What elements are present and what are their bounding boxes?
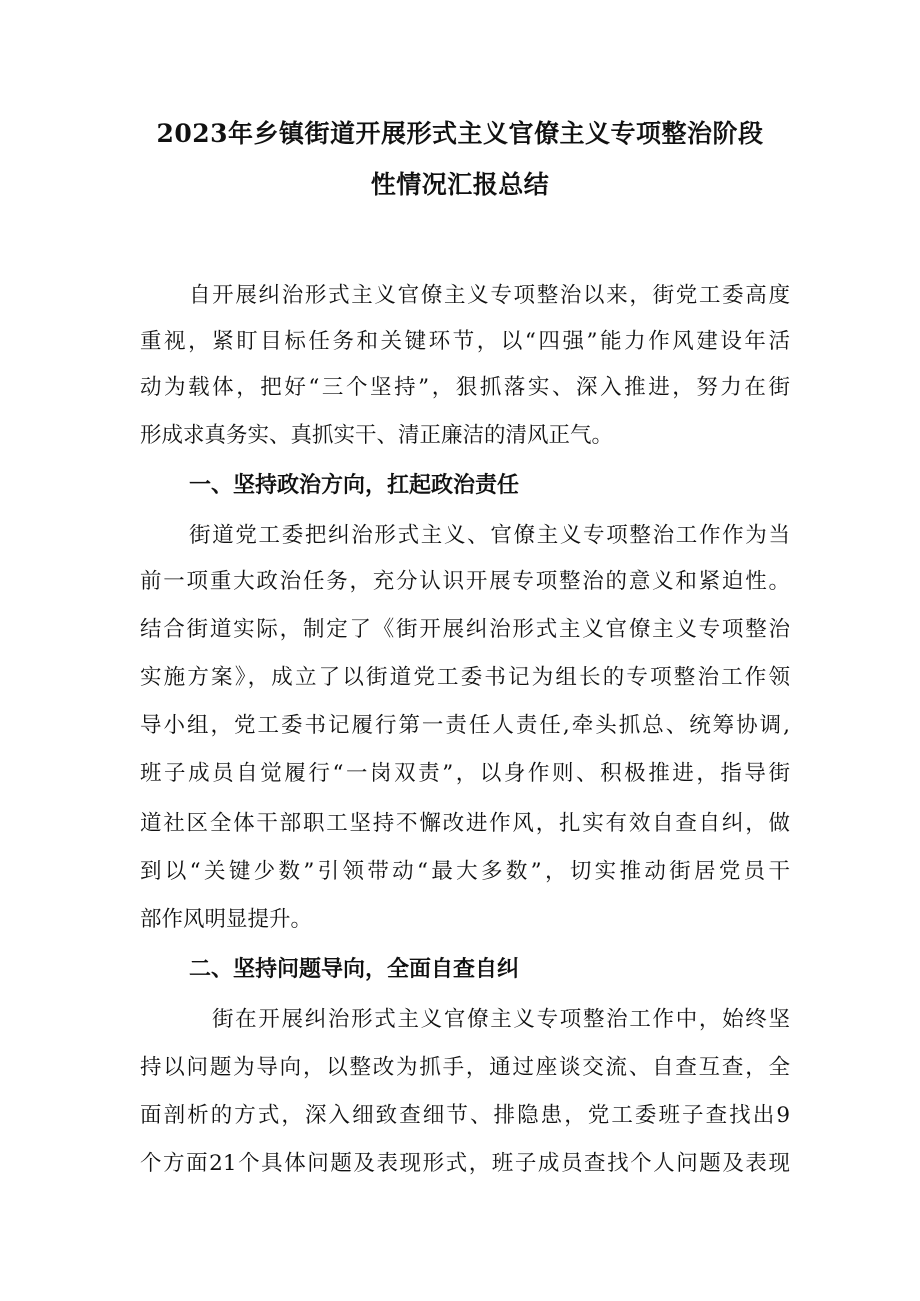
section-1-line: 班子成员自觉履行“一岗双责”，以身作则、积极推进，指导街 bbox=[140, 761, 790, 786]
section-1-line: 街道党工委把纠治形式主义、官僚主义专项整治工作作为当 bbox=[189, 523, 790, 548]
section-1-line: 实施方案》，成立了以街道党工委书记为组长的专项整治工作领 bbox=[140, 665, 790, 690]
section-1-line: 到以“关键少数”引领带动“最大多数”，切实推动街居党员干 bbox=[140, 859, 790, 884]
section-1-line: 前一项重大政治任务，充分认识开展专项整治的意义和紧迫性。 bbox=[140, 569, 790, 594]
section-1-line: 部作风明显提升。 bbox=[140, 907, 313, 932]
intro-line: 重视，紧盯目标任务和关键环节，以“四强”能力作风建设年活 bbox=[140, 329, 790, 354]
section-2-line: 面剖析的方式，深入细致查细节、排隐患，党工委班子查找出9 bbox=[140, 1103, 790, 1128]
intro-line: 形成求真务实、真抓实干、清正廉洁的清风正气。 bbox=[140, 423, 614, 448]
section-2-heading: 二、坚持问题导向，全面自查自纠 bbox=[189, 957, 520, 982]
intro-line: 自开展纠治形式主义官僚主义专项整治以来，街党工委高度 bbox=[189, 283, 790, 308]
document-title-line-1: 2023年乡镇街道开展形式主义官僚主义专项整治阶段 bbox=[156, 119, 764, 148]
section-2-line: 个方面21个具体问题及表现形式，班子成员查找个人问题及表现 bbox=[140, 1151, 790, 1176]
intro-line: 动为载体，把好“三个坚持”，狠抓落实、深入推进，努力在街 bbox=[140, 375, 790, 400]
section-1-heading: 一、坚持政治方向，扛起政治责任 bbox=[189, 473, 520, 498]
section-1-line: 导小组，党工委书记履行第一责任人责任,牵头抓总、统筹协调, bbox=[140, 713, 790, 738]
section-1-line: 结合街道实际，制定了《街开展纠治形式主义官僚主义专项整治 bbox=[140, 617, 790, 642]
section-2-line: 持以问题为导向，以整改为抓手，通过座谈交流、自查互查，全 bbox=[140, 1055, 790, 1080]
section-2-line: 街在开展纠治形式主义官僚主义专项整治工作中，始终坚 bbox=[212, 1007, 790, 1032]
document-title-line-2: 性情况汇报总结 bbox=[370, 170, 550, 199]
section-1-line: 道社区全体干部职工坚持不懈改进作风，扎实有效自查自纠，做 bbox=[140, 811, 790, 836]
